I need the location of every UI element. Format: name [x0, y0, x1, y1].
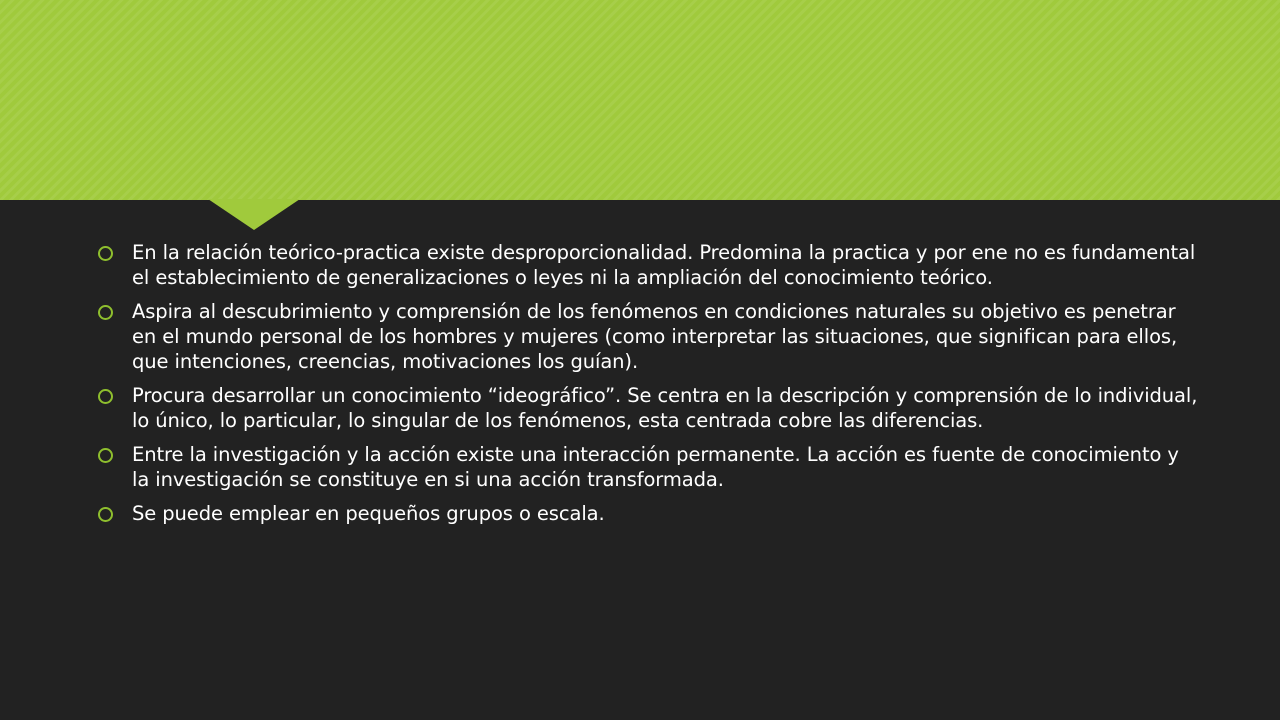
bullet-text: Se puede emplear en pequeños grupos o escala. [132, 502, 605, 525]
circle-bullet-icon [98, 507, 113, 522]
circle-bullet-icon [98, 389, 113, 404]
header-notch [208, 199, 300, 230]
circle-bullet-icon [98, 246, 113, 261]
bullet-text: Procura desarrollar un conocimiento “ideográfico”. Se centra en la descripción y comprensión de lo individual, lo único, lo particular, lo singular de los fenómenos, esta centrada cobre las diferencias. [132, 384, 1198, 432]
bullet-text: Entre la investigación y la acción existe una interacción permanente. La acción es fuente de conocimiento y la investigación se constituye en si una acción transformada. [132, 443, 1179, 491]
circle-bullet-icon [98, 448, 113, 463]
bullet-text: En la relación teórico-practica existe desproporcionalidad. Predomina la practica y por ene no es fundamental el establecimiento de generalizaciones o leyes ni la ampliación del conocimiento teórico. [132, 241, 1196, 289]
circle-bullet-icon [98, 305, 113, 320]
bullet-item [98, 299, 1198, 374]
bullet-item [98, 240, 1198, 290]
header-band [0, 0, 1280, 200]
bullet-text: Aspira al descubrimiento y comprensión de los fenómenos en condiciones naturales su objetivo es penetrar en el mundo personal de los hombres y mujeres (como interpretar las situaciones, que significan para ellos, que intenciones, creencias, motivaciones los guían). [132, 300, 1178, 373]
bullet-item [98, 501, 1198, 526]
slide-content [98, 240, 1198, 535]
bullet-item [98, 383, 1198, 433]
bullet-item [98, 442, 1198, 492]
bullet-list [98, 240, 1198, 526]
